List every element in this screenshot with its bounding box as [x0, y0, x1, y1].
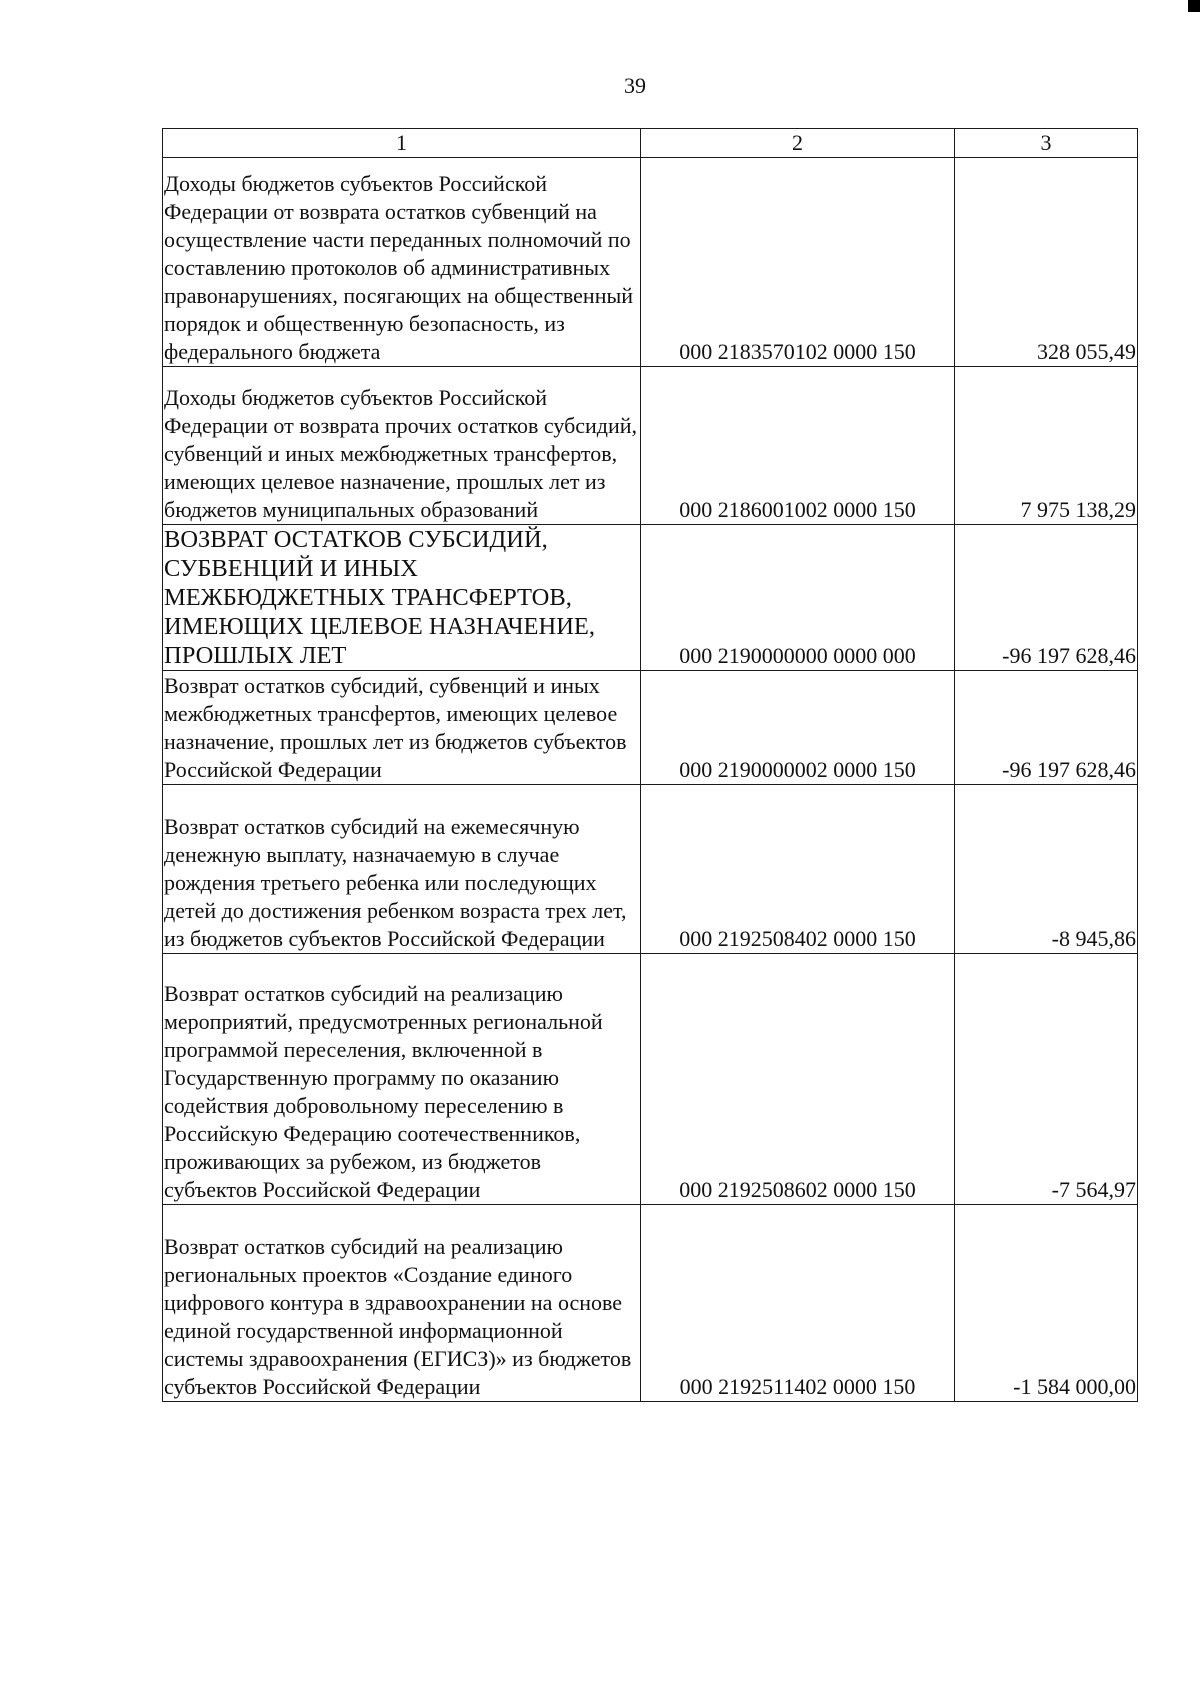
budget-table-container — [162, 128, 1137, 1402]
column-header-3: 3 — [955, 129, 1138, 158]
page-number: 39 — [624, 73, 646, 98]
row-name: ВОЗВРАТ ОСТАТКОВ СУБСИДИЙ, СУБВЕНЦИЙ И ИНЫХ МЕЖБЮДЖЕТНЫХ ТРАНСФЕРТОВ, ИМЕЮЩИХ ЦЕЛЕВОЕ НАЗНАЧЕНИЕ, ПРОШЛЫХ ЛЕТ — [163, 525, 641, 671]
row-amount: -8 945,86 — [955, 785, 1138, 954]
table-row — [163, 158, 1138, 367]
table-row — [163, 1205, 1138, 1402]
row-code: 000 2190000000 0000 000 — [641, 525, 955, 671]
budget-table — [162, 128, 1138, 1402]
row-name: Возврат остатков субсидий на ежемесячную денежную выплату, назначаемую в случае рождения третьего ребенка или последующих детей до достижения ребенком возраста трех лет, из бюджетов субъектов Российской Федерации — [163, 785, 641, 954]
row-amount: -96 197 628,46 — [955, 671, 1138, 785]
row-name: Возврат остатков субсидий на реализацию мероприятий, предусмотренных региональной программой переселения, включенной в Государственную программу по оказанию содействия добровольному переселению в Российскую Федерацию соотечественников, проживающих за рубежом, из бюджетов субъектов Российской Федерации — [163, 954, 641, 1205]
row-name: Возврат остатков субсидий, субвенций и иных межбюджетных трансфертов, имеющих целевое назначение, прошлых лет из бюджетов субъектов Российской Федерации — [163, 671, 641, 785]
column-header-1: 1 — [163, 129, 641, 158]
row-code: 000 2192508602 0000 150 — [641, 954, 955, 1205]
row-amount: 328 055,49 — [955, 158, 1138, 367]
row-name: Доходы бюджетов субъектов Российской Федерации от возврата остатков субвенций на осуществление части переданных полномочий по составлению протоколов об административных правонарушениях, посягающих на общественный порядок и общественную безопасность, из федерального бюджета — [163, 158, 641, 367]
table-row — [163, 954, 1138, 1205]
row-code: 000 2192511402 0000 150 — [641, 1205, 955, 1402]
row-code: 000 2183570102 0000 150 — [641, 158, 955, 367]
row-amount: 7 975 138,29 — [955, 367, 1138, 525]
table-row — [163, 367, 1138, 525]
row-amount: -96 197 628,46 — [955, 525, 1138, 671]
row-name: Возврат остатков субсидий на реализацию региональных проектов «Создание единого цифрового контура в здравоохранении на основе единой государственной информационной системы здравоохранения (ЕГИСЗ)» из бюджетов субъектов Российской Федерации — [163, 1205, 641, 1402]
scan-edge-mark — [1188, 0, 1200, 12]
row-code: 000 2186001002 0000 150 — [641, 367, 955, 525]
row-name: Доходы бюджетов субъектов Российской Федерации от возврата прочих остатков субсидий, субвенций и иных межбюджетных трансфертов, имеющих целевое назначение, прошлых лет из бюджетов муниципальных образований — [163, 367, 641, 525]
row-code: 000 2192508402 0000 150 — [641, 785, 955, 954]
row-amount: -1 584 000,00 — [955, 1205, 1138, 1402]
table-row — [163, 785, 1138, 954]
table-header-row — [163, 129, 1138, 158]
table-row — [163, 671, 1138, 785]
row-amount: -7 564,97 — [955, 954, 1138, 1205]
row-code: 000 2190000002 0000 150 — [641, 671, 955, 785]
column-header-2: 2 — [641, 129, 955, 158]
table-row — [163, 525, 1138, 671]
